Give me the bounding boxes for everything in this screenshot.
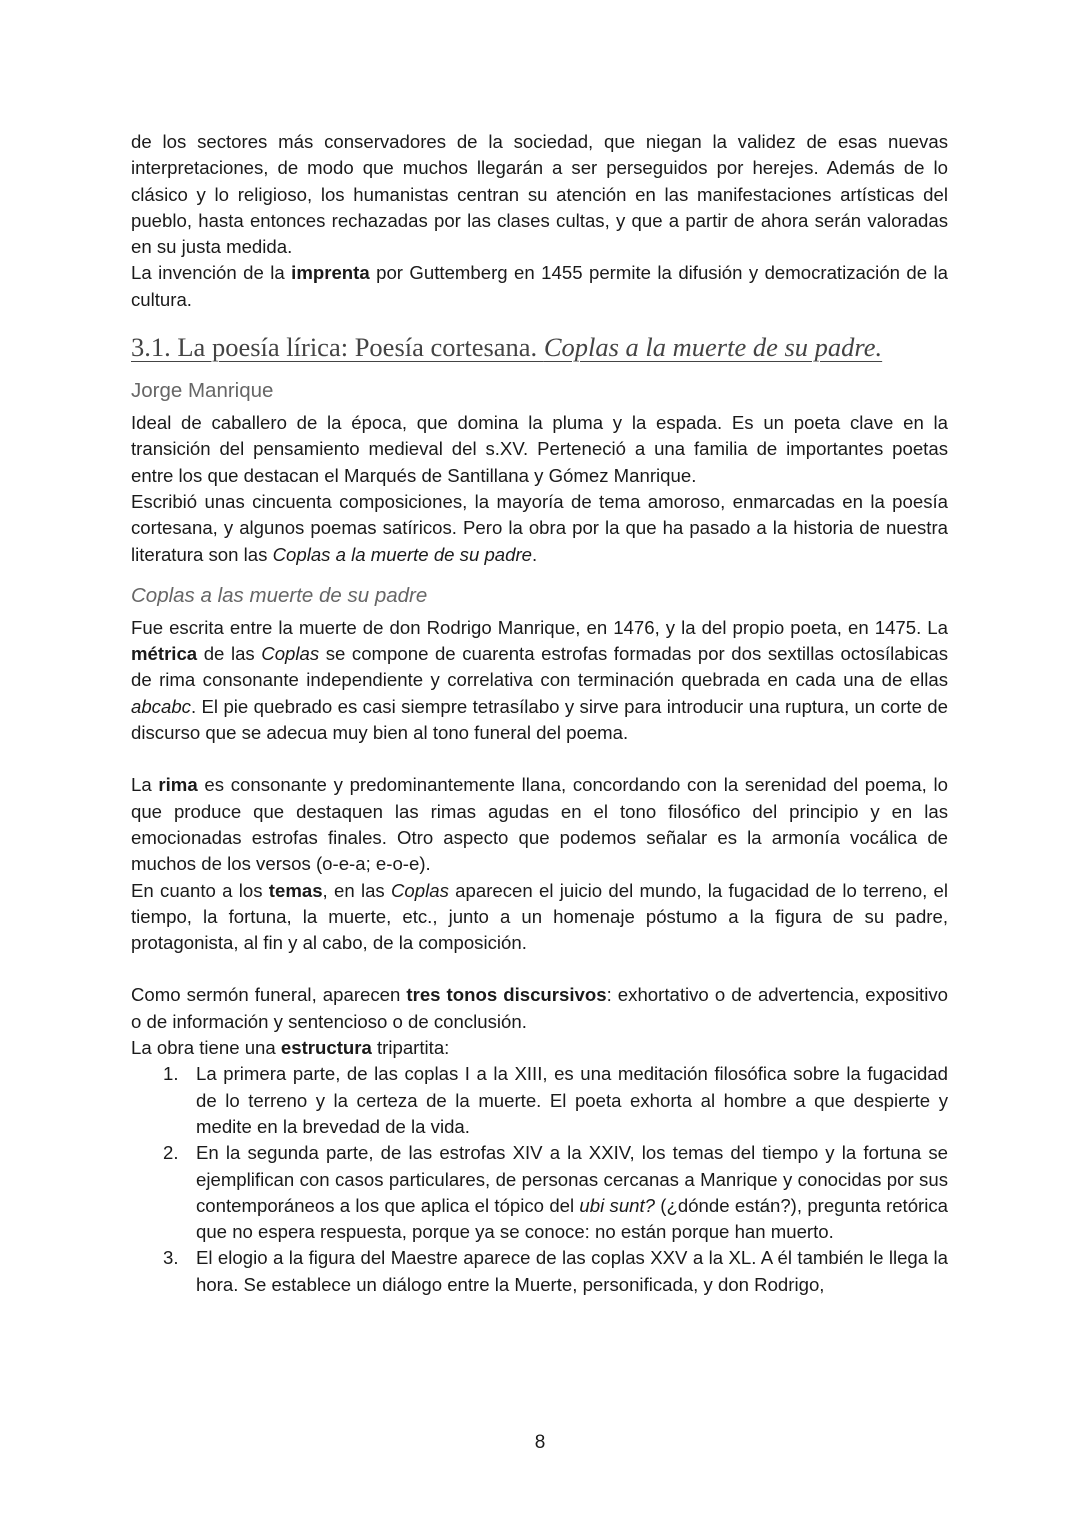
manrique-paragraph-1: Ideal de caballero de la época, que domina la pluma y la espada. Es un poeta clave en la transición del pensamiento medieval del s.XV. Perteneció a una familia de importantes poetas entre los que destacan el Marqués de Santillana y Gómez Manrique. <box>131 412 948 486</box>
section-title: 3.1. La poesía lírica: Poesía cortesana. Coplas a la muerte de su padre. <box>131 332 883 363</box>
list-number: 3. <box>163 1247 179 1269</box>
list-item: 2. En la segunda parte, de las estrofas XIV a la XXIV, los temas del tiempo y la fortuna se ejemplifican con casos particulares, de personas cercanas a Manrique y conocidas por sus contemporáneos a los que aplica el tópico del ubi sunt? (¿dónde están?), pregunta retórica que no espera respuesta, porque ya se conoce: no están porque han muerto. <box>163 1142 949 1243</box>
list-item: 1. La primera parte, de las coplas I a la XIII, es una meditación filosófica sobre la fugacidad de lo terreno y la certeza de la muerte. El poeta exhorta al hombre a que despierte y medite en la brevedad de la vida. <box>163 1063 948 1137</box>
manrique-paragraph-2: Escribió unas cincuenta composiciones, la mayoría de tema amoroso, enmarcadas en la poesía cortesana, y algunos poemas satíricos. Pero la obra por la que ha pasado a la historia de nuestra literatura son las Coplas a la muerte de su padre. <box>131 490 948 565</box>
temas-paragraph: En cuanto a los temas, en las Coplas aparecen el juicio del mundo, la fugacidad de lo terreno, el tiempo, la fortuna, la muerte, etc., junto a un homenaje póstumo a la figura de su padre, protagonista, al fin y al cabo, de la composición. <box>131 879 948 954</box>
coplas-heading: Coplas a las muerte de su padre <box>131 583 428 607</box>
list-item: 3. El elogio a la figura del Maestre aparece de las coplas XXV a la XL. A él también le llega la hora. Se establece un diálogo entre la Muerte, personificada, y don Rodrigo, <box>163 1247 948 1295</box>
blank-line <box>131 746 948 772</box>
estructura-paragraph: La obra tiene una estructura tripartita: <box>131 1037 450 1059</box>
structure-list <box>131 1061 948 1298</box>
blank-line <box>131 956 948 982</box>
list-number: 2. <box>163 1142 179 1164</box>
intro-paragraph: de los sectores más conservadores de la sociedad, que niegan la validez de esas nuevas interpretaciones, de modo que muchos llegarán a ser perseguidos por herejes. Además de lo clásico y lo religioso, los humanistas centran su atención en las manifestaciones artísticas del pueblo, hasta entonces rechazadas por las clases cultas, y que a partir de ahora serán valoradas en su justa medida. <box>131 131 948 258</box>
tonos-paragraph: Como sermón funeral, aparecen tres tonos discursivos: exhortativo o de advertencia, expositivo o de información y sentencioso o de conclusión. <box>131 984 948 1032</box>
document-page <box>131 129 948 1298</box>
metrica-paragraph: Fue escrita entre la muerte de don Rodrigo Manrique, en 1476, y la del propio poeta, en 1475. La métrica de las Coplas se compone de cuarenta estrofas formadas por dos sextillas octosílabicas de rima consonante independiente y correlativa con terminación quebrada en cada una de ellas abcabc. El pie quebrado es casi siempre tetrasílabo y sirve para introducir una ruptura, un corte de discurso que se adecua muy bien al tono funeral del poema. <box>131 616 949 744</box>
list-number: 1. <box>163 1063 179 1085</box>
rima-paragraph: La rima es consonante y predominantemente llana, concordando con la serenidad del poema, lo que produce que destaquen las rimas agudas en el tono filosófico del principio y en las emocionadas estrofas finales. Otro aspecto que podemos señalar es la armonía vocálica de muchos de los versos (o-e-a; e-o-e). <box>131 774 948 875</box>
imprenta-paragraph: La invención de la imprenta por Guttemberg en 1455 permite la difusión y democratización de la cultura. <box>131 262 949 310</box>
manrique-heading: Jorge Manrique <box>131 379 274 403</box>
page-number: 8 <box>534 1432 546 1453</box>
